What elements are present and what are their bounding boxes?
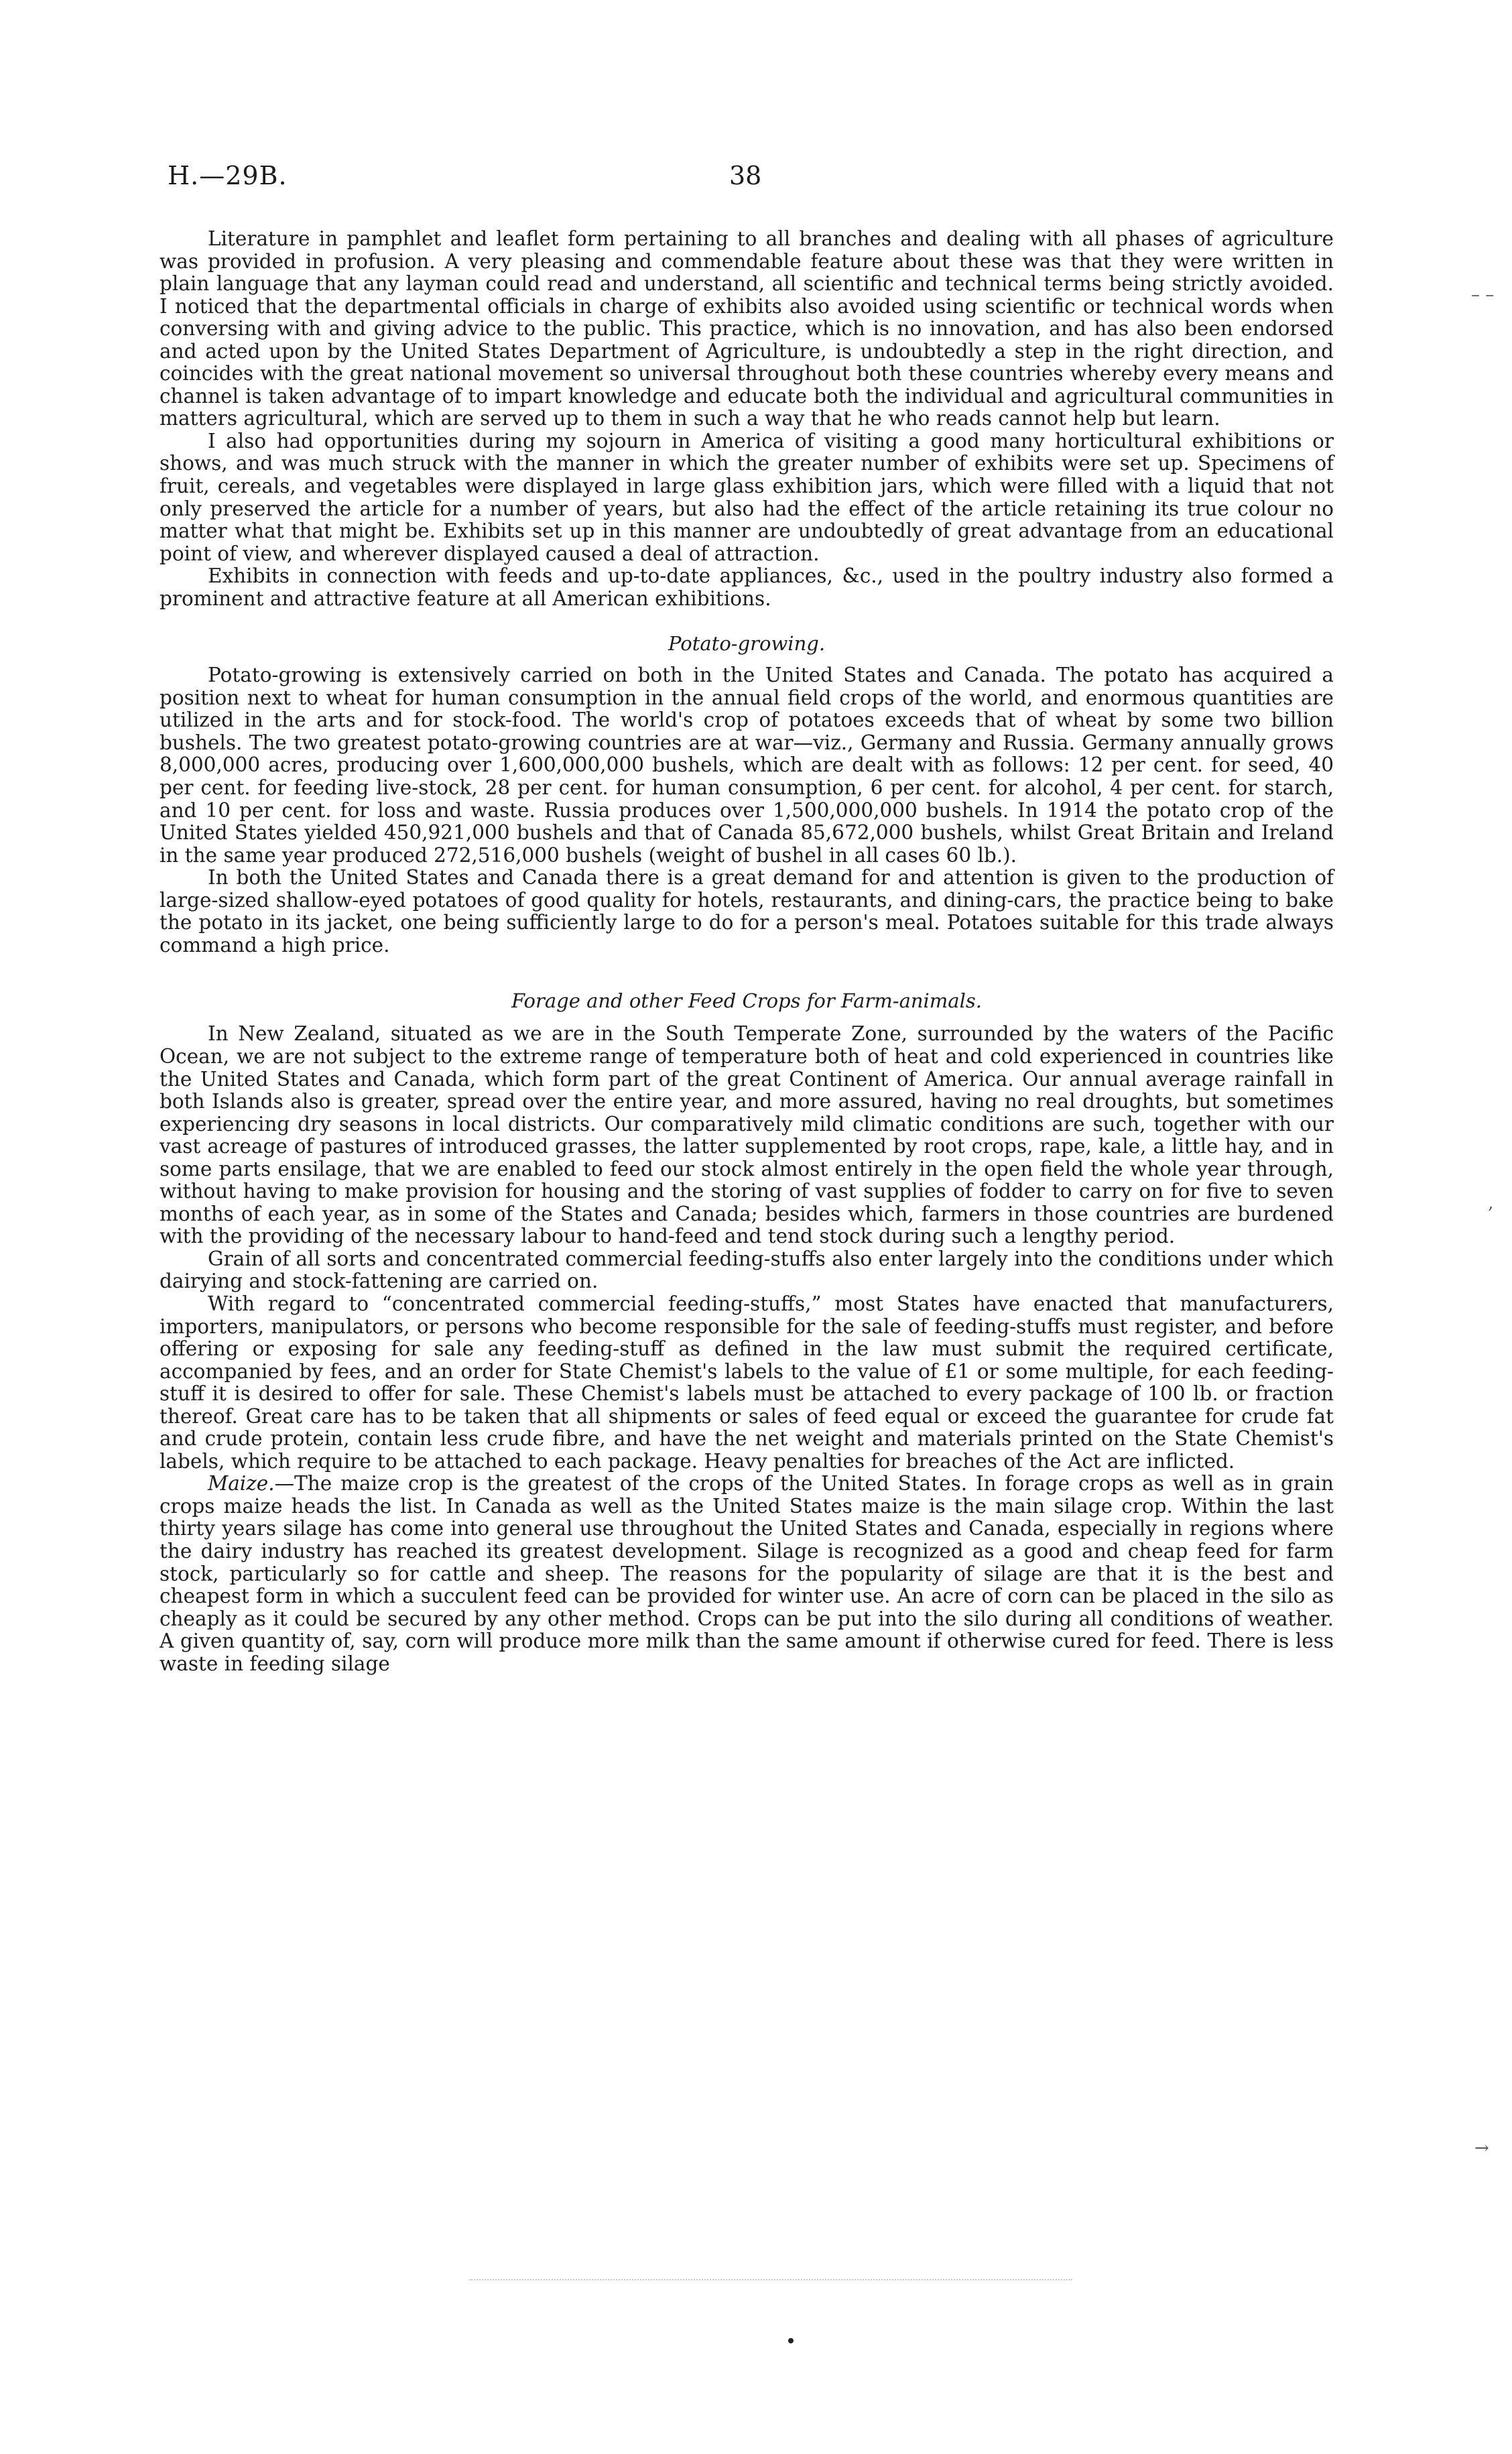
maize-label: Maize. — [208, 1472, 275, 1495]
page-header — [168, 161, 1334, 201]
document-code: H.—29B. — [168, 161, 288, 190]
paragraph-potato-production: Potato-growing is extensively carried on both in the United States and Canada. The potato has acquired a position next to wheat for human consumption in the annual field crops of the world, and enormous quantities are utilized in the arts and for stock-food. The world's crop of potatoes exceeds that of wheat by some two billion bushels. The two greatest potato-growing countries are at war—viz., Germany and Russia. Germany annually grows 8,000,000 acres, producing over 1,600,000,000 bushels, which are dealt with as follows: 12 per cent. for seed, 40 per cent. for feeding live-stock, 28 per cent. for human consumption, 6 per cent. for alcohol, 4 per cent. for starch, and 10 per cent. for loss and waste. Russia produces over 1,500,000,000 bushels. In 1914 the potato crop of the United States yielded 450,921,000 bushels and that of Canada 85,672,000 bushels, whilst Great Britain and Ireland in the same year produced 272,516,000 bushels (weight of bushel in all cases 60 lb.). — [160, 664, 1334, 867]
paragraph-new-zealand-climate: In New Zealand, situated as we are in the South Temperate Zone, surrounded by the waters of the Pacific Ocean, we are not subject to the extreme range of temperature both of heat and cold experienced in countries like the United States and Canada, which form part of the great Continent of America. Our annual average rainfall in both Islands also is greater, spread over the entire year, and more assured, having no real droughts, but sometimes experiencing dry seasons in local districts. Our comparatively mild climatic conditions are such, together with our vast acreage of pastures of introduced grasses, the latter supplemented by root crops, rape, kale, a little hay, and in some parts ensilage, that we are enabled to feed our stock almost entirely in the open field the whole year through, without having to make provision for housing and the storing of vast supplies of fodder to carry on for five to seven months of each year, as in some of the States and Canada; besides which, farmers in those countries are burdened with the providing of the necessary labour to hand-feed and tend stock during such a lengthy period. — [160, 1022, 1334, 1248]
margin-dash-mark: – – — [1471, 285, 1495, 305]
bottom-dotted-rule — [469, 2279, 1072, 2280]
heading-potato-growing: Potato-growing. — [668, 632, 826, 656]
paragraph-grain-feeding: Grain of all sorts and concentrated commercial feeding-stuffs also enter largely into the conditions under which dairying and stock-fattening are carried on. — [160, 1247, 1334, 1293]
margin-arrow-mark: → — [1474, 2138, 1489, 2158]
margin-tick-mark: ‚ — [1488, 1193, 1494, 1213]
paragraph-poultry-exhibits: Exhibits in connection with feeds and up-to-date appliances, &c., used in the poultry industry also formed a prominent and attractive feature at all American exhibitions. — [160, 564, 1334, 610]
paragraph-maize — [160, 1473, 1334, 1675]
paragraph-horticultural-exhibitions: I also had opportunities during my sojourn in America of visiting a good many horticultural exhibitions or shows, and was much struck with the manner in which the greater number of exhibits were set up. Specimens of fruit, cereals, and vegetables were displayed in large glass exhibition jars, which were filled with a liquid that not only preserved the article for a number of years, but also had the effect of the article retaining its true colour no matter what that might be. Exhibits set up in this manner are undoubtedly of great advantage from an educational point of view, and wherever displayed caused a deal of attraction. — [160, 429, 1334, 565]
paragraph-feeding-stuffs-law: With regard to “concentrated commercial feeding-stuffs,” most States have enacted that manufacturers, importers, manipulators, or persons who become responsible for the sale of feeding-stuffs must register, and before offering or exposing for sale any feeding-stuff as defined in the law must submit the required certificate, accompanied by fees, and an order for State Chemist's labels to the value of £1 or some multiple, for each feeding-stuff it is desired to offer for sale. These Chemist's labels must be attached to every package of 100 lb. or fraction thereof. Great care has to be taken that all shipments or sales of feed equal or exceed the guarantee for crude fat and crude protein, contain less crude fibre, and have the net weight and materials printed on the State Chemist's labels, which require to be attached to each package. Heavy penalties for breaches of the Act are inflicted. — [160, 1292, 1334, 1473]
page-body — [160, 228, 1334, 1675]
paragraph-potato-demand: In both the United States and Canada there is a great demand for and attention is given to the production of large-sized shallow-eyed potatoes of good quality for hotels, restaurants, and dining-cars, the practice being to bake the potato in its jacket, one being sufficiently large to do for a person's meal. Potatoes suitable for this trade always command a high price. — [160, 866, 1334, 957]
footer-dot — [788, 2338, 794, 2343]
page-number: 38 — [729, 161, 762, 190]
maize-text: —The maize crop is the greatest of the crops of the United States. In forage crops as well as in grain crops maize heads the list. In Canada as well as the United States maize is the main silage crop. Within the last thirty years silage has come into general use throughout the United States and Canada, especially in regions where the dairy industry has reached its greatest development. Silage is recognized as a good and cheap feed for farm stock, particularly so for cattle and sheep. The reasons for the popularity of silage are that it is the best and cheapest form in which a succulent feed can be provided for winter use. An acre of corn can be placed in the silo as cheaply as it could be secured by any other method. Crops can be put into the silo during all conditions of weather. A given quantity of, say, corn will produce more milk than the same amount if otherwise cured for feed. There is less waste in feeding silage — [160, 1472, 1334, 1675]
paragraph-literature: Literature in pamphlet and leaflet form pertaining to all branches and dealing with all phases of agriculture was provided in profusion. A very pleasing and commendable feature about these was that they were written in plain language that any layman could read and understand, all scientific and technical terms being strictly avoided. I noticed that the departmental officials in charge of exhibits also avoided using scientific or technical words when conversing with and giving advice to the public. This practice, which is no innovation, and has also been endorsed and acted upon by the United States Department of Agriculture, is undoubtedly a step in the right direction, and coincides with the great national movement so universal throughout both these countries whereby every means and channel is taken advantage of to impart knowledge and educate both the individual and agricultural communities in matters agricultural, which are served up to them in such a way that he who reads cannot help but learn. — [160, 227, 1334, 430]
heading-forage-crops: Forage and other Feed Crops for Farm-animals. — [511, 989, 982, 1013]
